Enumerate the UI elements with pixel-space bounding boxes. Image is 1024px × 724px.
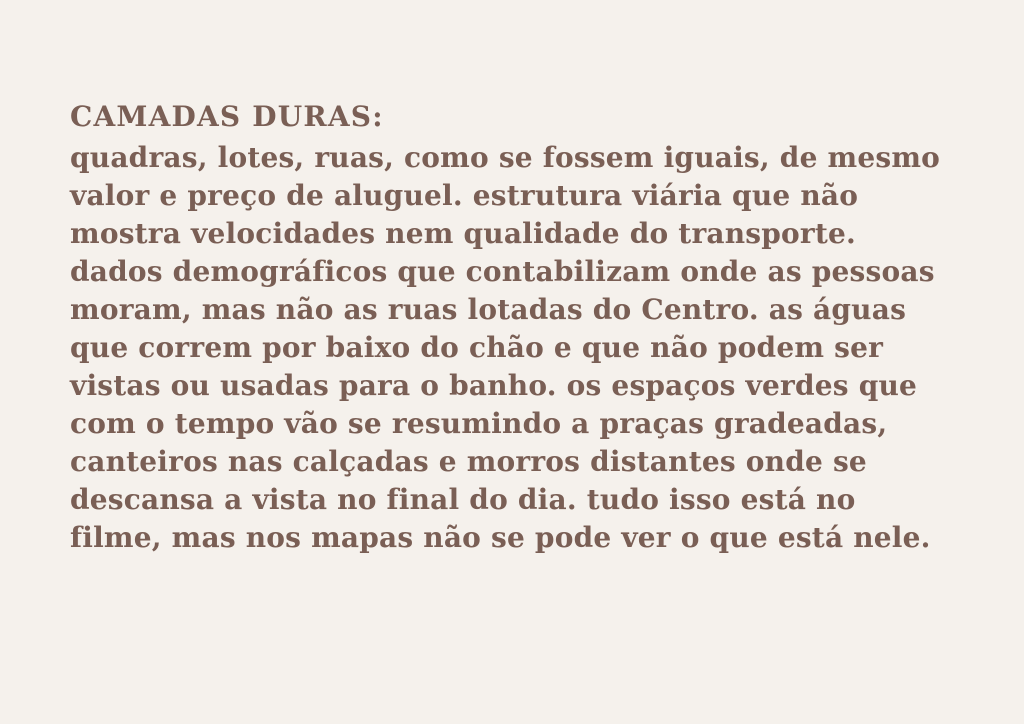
body-line: mostra velocidades nem qualidade do transporte. — [70, 217, 856, 250]
body-line: canteiros nas calçadas e morros distantes onde se — [70, 445, 867, 478]
body-line: filme, mas nos mapas não se pode ver o que está nele. — [70, 521, 931, 554]
body-line: valor e preço de aluguel. estrutura viária que não — [70, 179, 859, 212]
body-line: descansa a vista no final do dia. tudo isso está no — [70, 483, 856, 516]
body-line: dados demográficos que contabilizam onde as pessoas — [70, 255, 935, 288]
body-line: que correm por baixo do chão e que não podem ser — [70, 331, 884, 364]
body-line: com o tempo vão se resumindo a praças gradeadas, — [70, 407, 888, 440]
section-heading: CAMADAS DURAS: — [70, 100, 384, 133]
body-paragraph — [70, 139, 964, 557]
body-line: quadras, lotes, ruas, como se fossem iguais, de mesmo — [70, 141, 941, 174]
body-line: moram, mas não as ruas lotadas do Centro. as águas — [70, 293, 907, 326]
body-line: vistas ou usadas para o banho. os espaços verdes que — [70, 369, 918, 402]
